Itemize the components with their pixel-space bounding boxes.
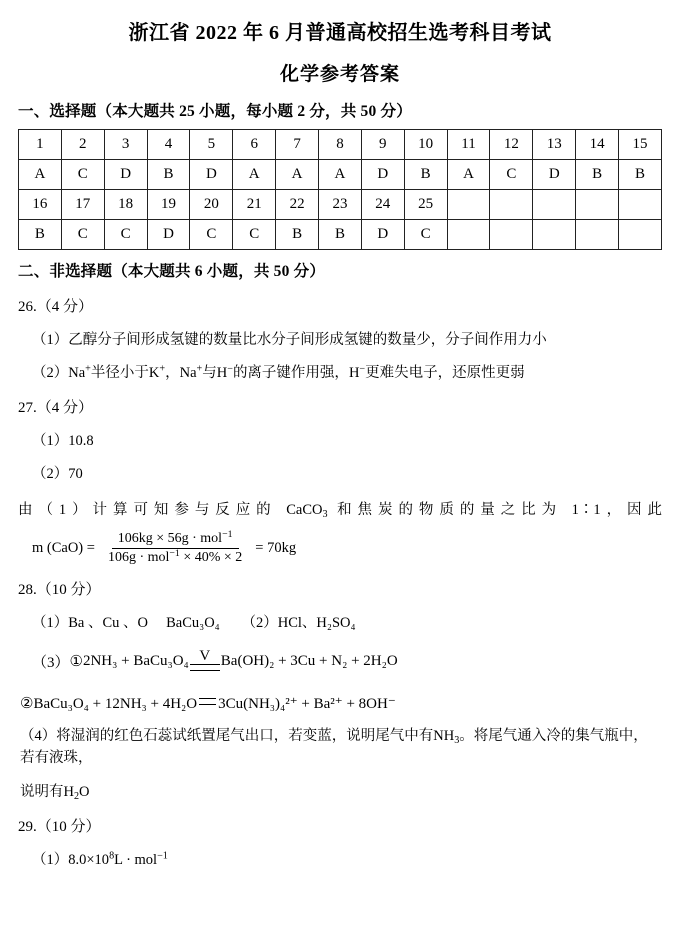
- condition-label: V: [199, 648, 211, 664]
- answer-label: （2）: [32, 365, 69, 381]
- question-number-29: 29.（10 分）: [18, 819, 101, 835]
- ion-na-plus: Na+: [68, 363, 91, 381]
- table-cell: B: [576, 160, 619, 190]
- answer-label: （3）: [32, 655, 70, 671]
- page-subtitle: 化学参考答案: [279, 64, 400, 85]
- table-cell: 3: [104, 130, 147, 160]
- formula-bacu3o4: BaCu₃O₄: [166, 615, 220, 631]
- page-title: 浙江省 2022 年 6 月普通高校招生选考科目考试: [128, 22, 552, 44]
- equation-right-side: Ba(OH)₂ + 3Cu + N₂ + 2H₂O: [220, 653, 398, 669]
- table-cell: 12: [490, 130, 533, 160]
- answer-27-explanation: 由（1）计算可知参与反应的 CaCO$_3$ 和焦炭的物质的量之比为 1∶1，因此: [18, 502, 663, 520]
- table-cell: A: [447, 160, 490, 190]
- ion-na-plus-2: Na+: [179, 363, 203, 381]
- table-cell: A: [19, 160, 62, 190]
- table-cell: 21: [233, 190, 276, 220]
- table-row: [19, 130, 662, 160]
- table-cell: 1: [19, 130, 62, 160]
- answer-26-2: （2）Na+半径小于K+，Na+与H−的离子键作用强，H−更难失电子，还原性更弱: [32, 363, 525, 381]
- section-heading-freeresponse: 二、非选择题（本大题共 6 小题，共 50 分）: [18, 263, 326, 280]
- answer-28-4-line2: 说明有$H_2O$: [20, 784, 90, 802]
- table-cell: D: [104, 160, 147, 190]
- answer-label: （1）: [32, 332, 69, 348]
- table-cell: [619, 220, 662, 250]
- table-cell: 10: [404, 130, 447, 160]
- answer-27-1: （1）10.8: [32, 433, 94, 449]
- table-cell: 22: [276, 190, 319, 220]
- table-cell: B: [19, 220, 62, 250]
- question-number-28: 28.（10 分）: [18, 582, 101, 598]
- table-cell: A: [233, 160, 276, 190]
- equation-28-3-1: [18, 648, 662, 672]
- table-row: [19, 190, 662, 220]
- table-cell: [619, 190, 662, 220]
- table-cell: 13: [533, 130, 576, 160]
- answer-label: （4）: [20, 728, 57, 744]
- formula-h2o: $H_2O$: [63, 784, 90, 802]
- table-cell: D: [533, 160, 576, 190]
- equation-left-side: 2NH₃ + BaCu₃O₄: [82, 653, 189, 669]
- table-cell: B: [319, 220, 362, 250]
- answer-28-1: [18, 612, 662, 634]
- equals-sign-icon: [199, 698, 216, 705]
- table-cell: 4: [147, 130, 190, 160]
- section-heading-choice: 一、选择题（本大题共 25 小题，每小题 2 分，共 50 分）: [18, 103, 412, 120]
- table-cell: [490, 220, 533, 250]
- table-cell: [533, 190, 576, 220]
- table-cell: D: [190, 160, 233, 190]
- table-cell: D: [361, 160, 404, 190]
- table-cell: [447, 190, 490, 220]
- table-cell: [576, 190, 619, 220]
- answer-26-1: [18, 329, 662, 351]
- table-cell: A: [276, 160, 319, 190]
- equation-marker: ②: [20, 696, 34, 712]
- table-cell: B: [619, 160, 662, 190]
- equation-left-side: BaCu₃O₄ + 12NH₃ + 4H₂O: [33, 696, 198, 712]
- table-cell: 9: [361, 130, 404, 160]
- table-cell: 19: [147, 190, 190, 220]
- fraction-denominator: 106g · mol$^{-1}$ × 40% × 2: [107, 547, 243, 565]
- table-cell: D: [147, 220, 190, 250]
- table-cell: 2: [61, 130, 104, 160]
- value-equilibrium-constant: $8.0\times 10^8L \cdot mol^{-1}$: [68, 850, 168, 868]
- table-cell: 17: [61, 190, 104, 220]
- table-cell: 14: [576, 130, 619, 160]
- table-cell: 16: [19, 190, 62, 220]
- answer-label-2: （2）: [241, 615, 278, 631]
- answer-29-1: [18, 849, 662, 871]
- table-cell: C: [61, 160, 104, 190]
- equation-marker: ①: [69, 654, 83, 670]
- table-cell: [490, 190, 533, 220]
- formula-lhs: m (CaO) =: [32, 540, 95, 556]
- formula-mass-cao: [18, 528, 662, 566]
- table-row: [19, 220, 662, 250]
- table-cell: 23: [319, 190, 362, 220]
- table-cell: C: [61, 220, 104, 250]
- table-cell: 5: [190, 130, 233, 160]
- element-list: Ba 、Cu 、O: [68, 615, 148, 631]
- table-cell: 11: [447, 130, 490, 160]
- table-cell: [576, 220, 619, 250]
- ion-h-minus: H−: [216, 363, 233, 381]
- table-cell: B: [276, 220, 319, 250]
- question-number-27: 27.（4 分）: [18, 400, 94, 416]
- table-cell: B: [404, 160, 447, 190]
- table-cell: 8: [319, 130, 362, 160]
- fraction: [102, 528, 248, 566]
- table-cell: 18: [104, 190, 147, 220]
- table-row: [19, 160, 662, 190]
- equation-28-3-2: [18, 694, 662, 713]
- table-cell: [533, 220, 576, 250]
- table-cell: C: [104, 220, 147, 250]
- acid-list: HCl、H₂SO₄: [277, 615, 356, 631]
- answer-key-table: [18, 129, 662, 250]
- table-cell: 24: [361, 190, 404, 220]
- table-cell: [447, 220, 490, 250]
- answer-27-2: （2）70: [32, 466, 83, 482]
- formula-rhs: = 70kg: [255, 540, 297, 556]
- table-cell: A: [319, 160, 362, 190]
- formula-nh3: $NH_3$: [433, 728, 460, 746]
- table-cell: B: [147, 160, 190, 190]
- table-cell: C: [490, 160, 533, 190]
- equals-arrow-icon: [190, 664, 220, 671]
- table-cell: C: [190, 220, 233, 250]
- table-cell: D: [361, 220, 404, 250]
- ion-k-plus: K+: [148, 363, 166, 381]
- answer-text: 乙醇分子间形成氢键的数量比水分子间形成氢键的数量少，分子间作用力小: [68, 332, 547, 348]
- reaction-condition: [190, 650, 220, 671]
- table-cell: 6: [233, 130, 276, 160]
- table-cell: 7: [276, 130, 319, 160]
- answer-28-4-line1: （4）将湿润的红色石蕊试纸置尾气出口，若变蓝，说明尾气中有$NH_3$。将尾气通入冷的集气瓶中，若有液珠，: [20, 728, 648, 766]
- answer-label: （1）: [32, 615, 69, 631]
- equation-right-side: 3Cu(NH₃)₄²⁺ + Ba²⁺ + 8OH⁻: [218, 696, 396, 712]
- table-cell: 15: [619, 130, 662, 160]
- question-number-26: 26.（4 分）: [18, 299, 94, 315]
- table-cell: 20: [190, 190, 233, 220]
- answer-label: （1）: [32, 852, 69, 868]
- formula-caco3: CaCO$_3$: [286, 502, 328, 520]
- fraction-numerator: 106kg × 56g · mol$^{-1}$: [112, 531, 239, 549]
- table-cell: 25: [404, 190, 447, 220]
- ion-h-minus-2: H−: [348, 363, 366, 381]
- table-cell: C: [404, 220, 447, 250]
- table-cell: C: [233, 220, 276, 250]
